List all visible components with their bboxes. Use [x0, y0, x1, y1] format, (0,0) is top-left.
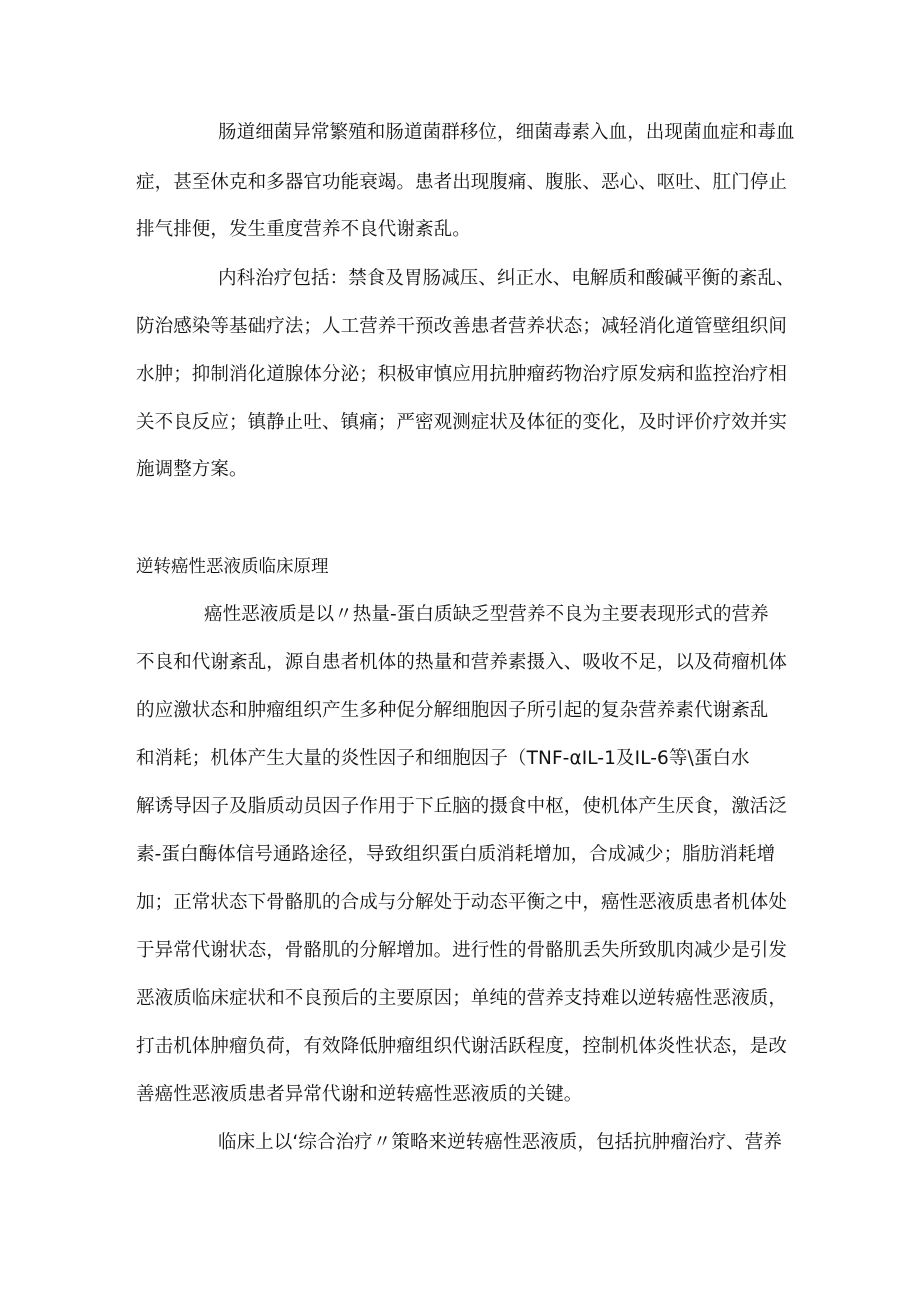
- paragraph-1-line-1: 肠道细菌异常繁殖和肠道菌群移位，细菌毒素入血，出现菌血症和毒血: [218, 122, 795, 143]
- paragraph-2-line-5: 施调整方案。: [136, 459, 248, 480]
- paragraph-3-line-6: 素-蛋白酶体信号通路途径，导致组织蛋白质消耗增加，合成减少；脂肪消耗增: [136, 844, 776, 865]
- paragraph-2-line-2: 防治感染等基础疗法；人工营养干预改善患者营养状态；减轻消化道管壁组织间: [136, 316, 788, 337]
- paragraph-3-line-8: 于异常代谢状态，骨骼肌的分解增加。进行性的骨骼肌丢失所致肌肉减少是引发: [136, 940, 788, 961]
- paragraph-3-line-2: 不良和代谢紊乱，源自患者机体的热量和营养素摄入、吸收不足，以及荷瘤机体: [136, 652, 788, 673]
- paragraph-1-line-2: 症，甚至休克和多器官功能衰竭。患者出现腹痛、腹胀、恶心、呕吐、肛门停止: [136, 172, 788, 193]
- paragraph-3-line-1: 癌性恶液质是以〃热量-蛋白质缺乏型营养不良为主要表现形式的营养: [204, 604, 769, 625]
- paragraph-3-line-10: 打击机体肿瘤负荷，有效降低肿瘤组织代谢活跃程度，控制机体炎性状态，是改: [136, 1036, 788, 1057]
- paragraph-1-line-3: 排气排便，发生重度营养不良代谢紊乱。: [136, 219, 471, 240]
- paragraph-3-line-11: 善癌性恶液质患者异常代谢和逆转癌性恶液质的关键。: [136, 1084, 583, 1105]
- paragraph-3-line-3: 的应激状态和肿瘤组织产生多种促分解细胞因子所引起的复杂营养素代谢紊乱: [136, 700, 769, 721]
- paragraph-3-line-7: 加；正常状态下骨骼肌的合成与分解处于动态平衡之中，癌性恶液质患者机体处: [136, 892, 788, 913]
- paragraph-4-line-1: 临床上以‘综合治疗〃策略来逆转癌性恶液质，包括抗肿瘤治疗、营养: [218, 1132, 782, 1153]
- paragraph-2-line-3: 水肿；抑制消化道腺体分泌；积极审慎应用抗肿瘤药物治疗原发病和监控治疗相: [136, 364, 788, 385]
- section-heading: 逆转癌性恶液质临床原理: [136, 557, 329, 577]
- paragraph-3-line-4: 和消耗；机体产生大量的炎性因子和细胞因子（TNF-αIL-1及IL-6等\蛋白水: [136, 748, 750, 769]
- paragraph-3-line-9: 恶液质临床症状和不良预后的主要原因；单纯的营养支持难以逆转癌性恶液质，: [136, 988, 788, 1009]
- paragraph-3-line-5: 解诱导因子及脂质动员因子作用于下丘脑的摄食中枢，使机体产生厌食，激活泛: [136, 796, 788, 817]
- paragraph-2-line-1: 内科治疗包括：禁食及胃肠减压、纠正水、电解质和酸碱平衡的紊乱、: [218, 268, 795, 289]
- paragraph-2-line-4: 关不良反应；镇静止吐、镇痛；严密观测症状及体征的变化，及时评价疗效并实: [136, 412, 788, 433]
